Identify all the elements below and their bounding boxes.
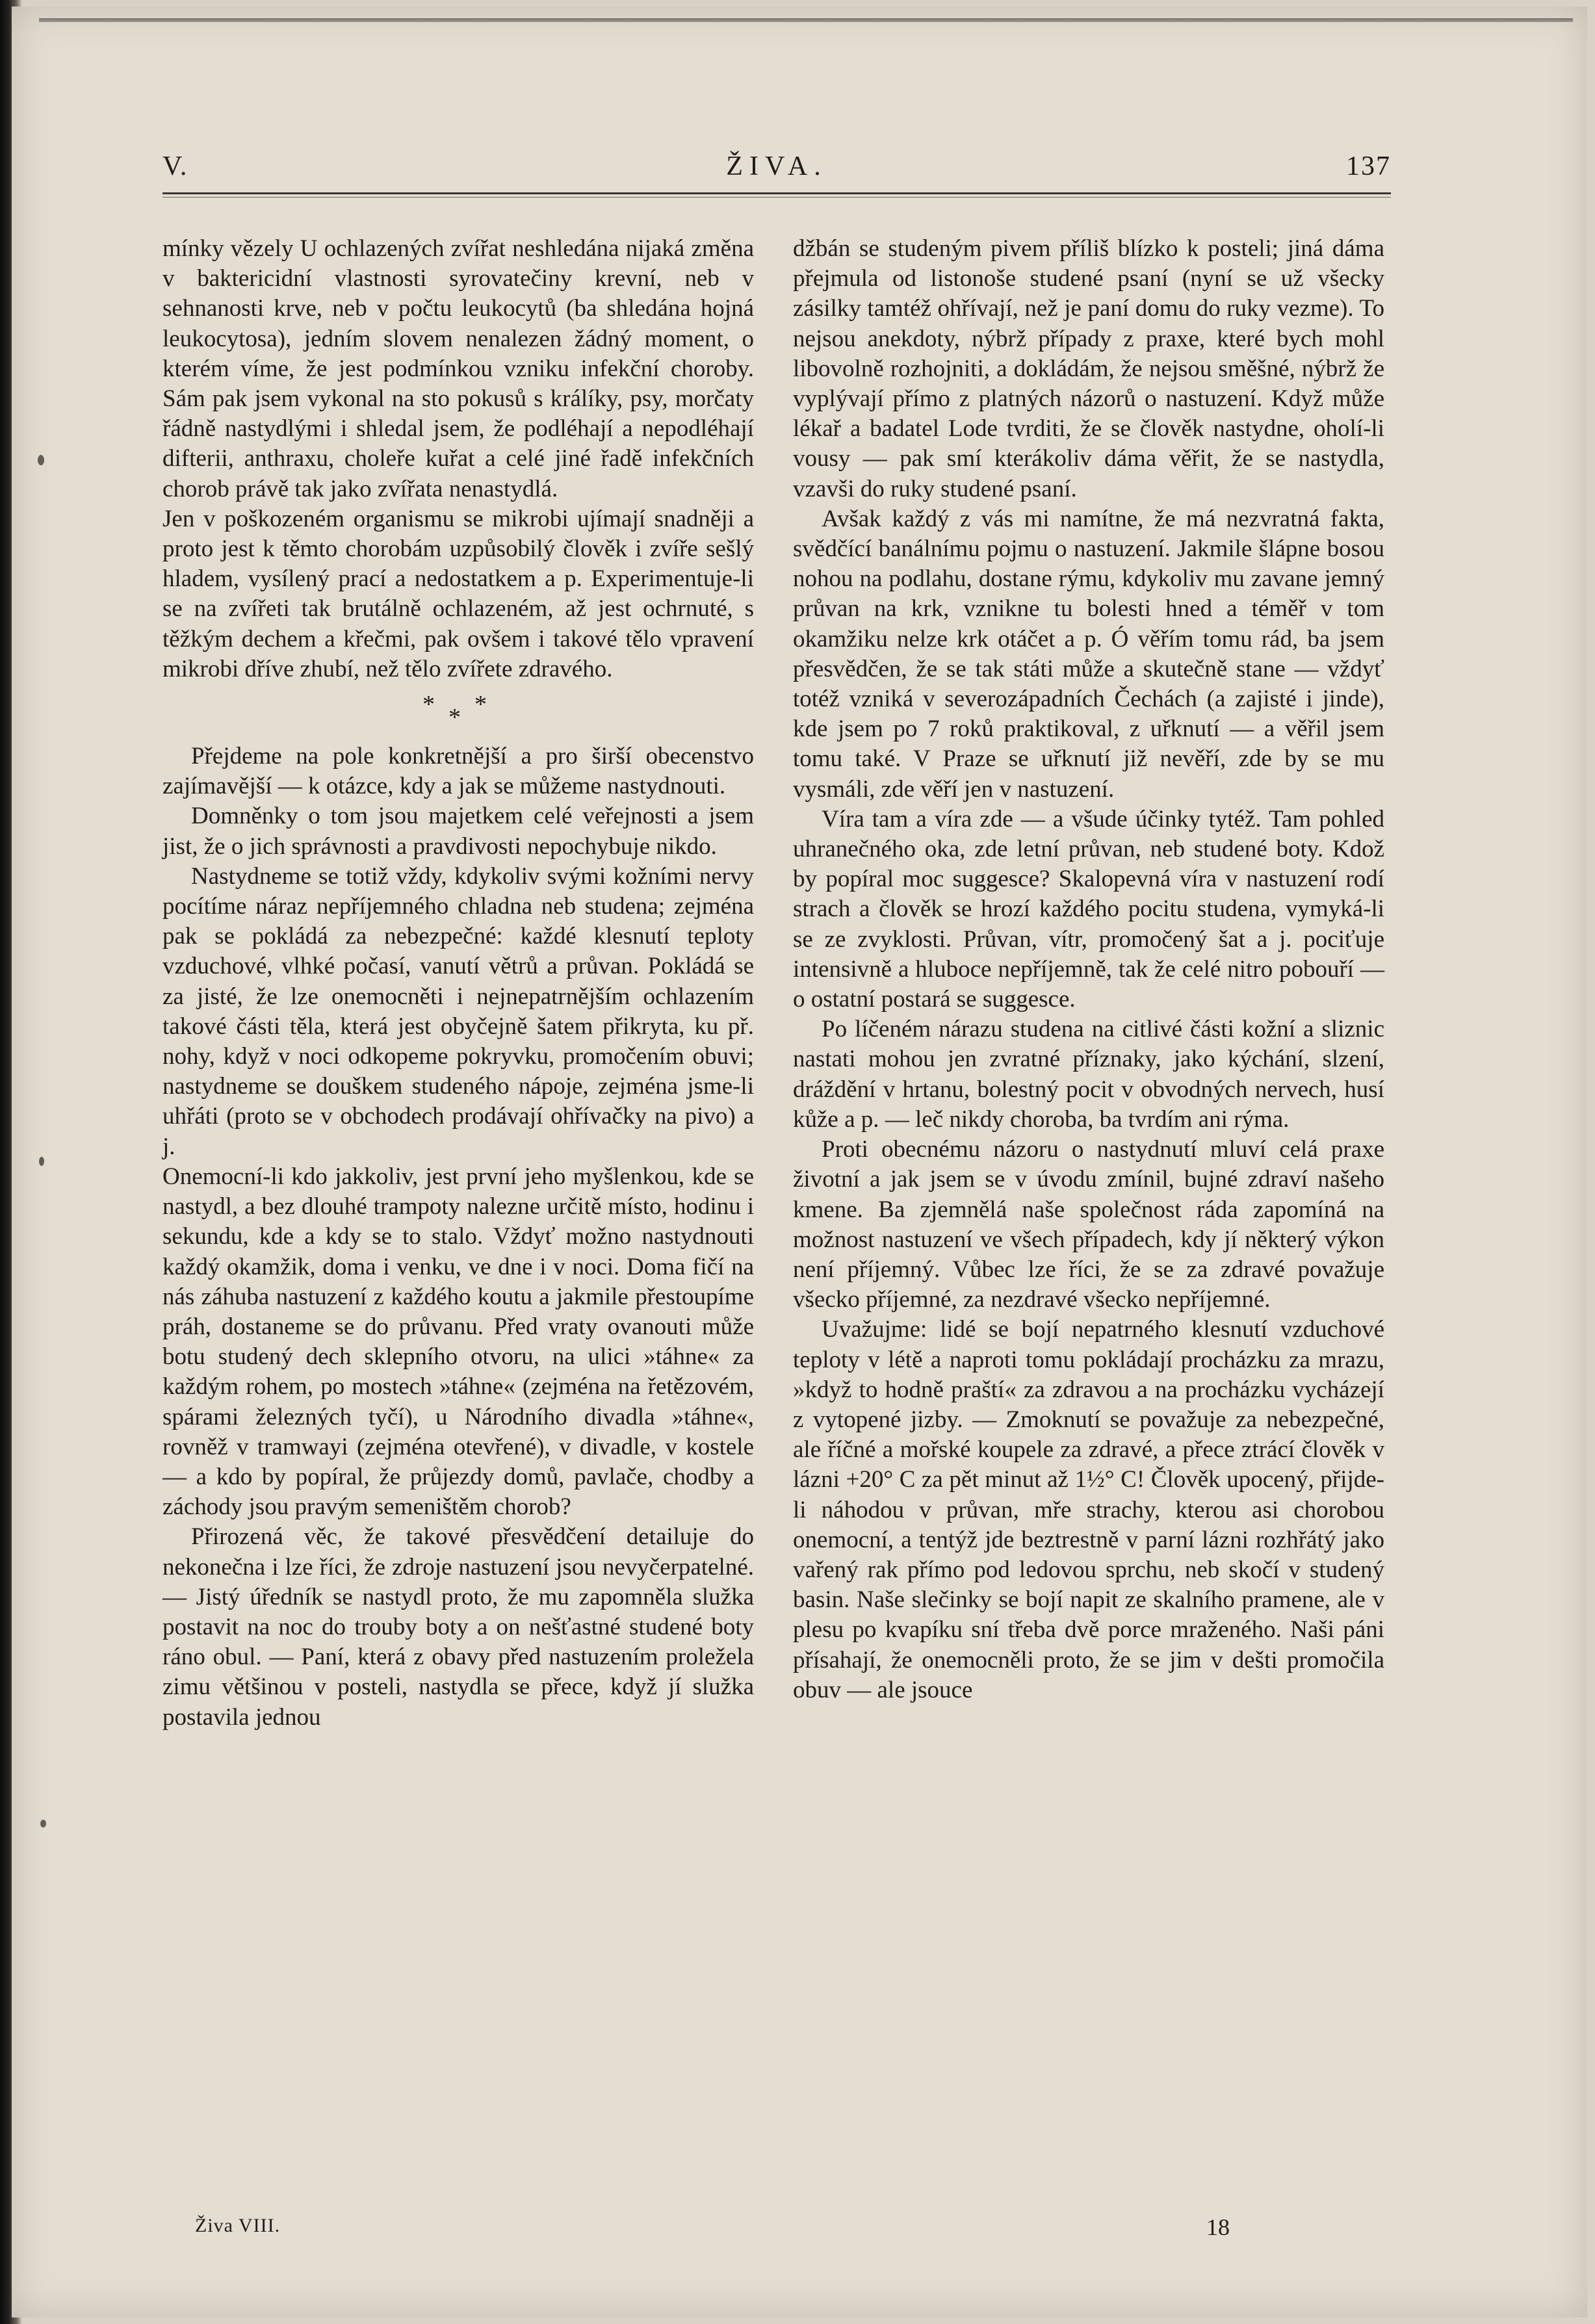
paragraph: Víra tam a víra zde — a všude účinky tytéž. Tam pohled uhranečného oka, zde letní průvan, neb studené boty. Kdož by popíral moc suggesce? Skalopevná víra v nastuzení rodí strach a člověk se hrozí každého pocitu studena, vymyká-li se ze zvyklosti. Průvan, vítr, promočený šat a j. pociťuje intensivně a hluboce nepříjemně, tak že celé nitro pobouří — o ostatní postará se suggesce. bbox=[793, 805, 1384, 1013]
header-rule-thin bbox=[162, 197, 1391, 198]
asterism-star: * bbox=[448, 704, 461, 732]
right-column bbox=[793, 234, 1384, 1705]
asterism-star: * bbox=[422, 691, 435, 719]
scan-speck bbox=[39, 1157, 44, 1166]
page-top-edge bbox=[39, 18, 1573, 22]
header-rule bbox=[162, 192, 1391, 194]
page-number: 137 bbox=[1346, 151, 1391, 181]
paragraph: Jen v poškozeném organismu se mikrobi ujímají snadněji a proto jest k těmto chorobám uzpůsobilý člověk i zvíře sešlý hladem, vysílený prací a nedostatkem a p. Experimentuje-li se na zvířeti tak brutálně ochlazeném, až jest ochrnuté, s těžkým dechem a křečmi, pak ovšem i takové tělo vpravení mikrobi dříve zhubí, než tělo zvířete zdravého. bbox=[162, 505, 754, 682]
left-column bbox=[162, 234, 754, 1733]
running-header bbox=[162, 151, 1391, 190]
paragraph: Po líčeném nárazu studena na citlivé části kožní a sliznic nastati mohou jen zvratné příznaky, jako kýchání, slzení, dráždění v hrtanu, bolestný pocit v obvodných nervech, husí kůže a p. — leč nikdy choroba, ba tvrdím ani rýma. bbox=[793, 1016, 1384, 1133]
section-asterism bbox=[162, 684, 754, 742]
paragraph: Uvažujme: lidé se bojí nepatrného klesnutí vzduchové teploty v létě a naproti tomu pokládají procházku za mrazu, »když to hodně praští« za zdravou a na procházku vycházejí z vytopené jizby. — Zmoknutí se považuje za nebezpečné, ale říčné a mořské koupele za zdravé, a přece ztrácí člověk v lázni +20° C za pět minut až 1½° C! Člověk upocený, přijde-li náhodou v průvan, mře strachy, kterou asi chorobou onemocní, a tentýž jde beztrestně v parní lázni rozhřátý jako vařený rak přímo pod ledovou sprchu, neb skočí v studený basin. Naše slečinky se bojí napit ze skalního pramene, ale v plesu po kvapíku sní třeba dvě porce mraženého. Naši páni přísahají, že onemocněli proto, že se jim v dešti promočila obuv — ale jsouce bbox=[793, 1316, 1384, 1703]
paragraph: Onemocní-li kdo jakkoliv, jest první jeho myšlenkou, kde se nastydl, a bez dlouhé trampoty nalezne určitě místo, hodinu i sekundu, kde a kdy se to stalo. Vždyť možno nastydnouti každý okamžik, doma i venku, ve dne i v noci. Doma fičí na nás záhuba nastuzení z každého koutu a jakmile přestoupíme práh, dostaneme se do průvanu. Před vraty ovanouti může botu studený dech sklepního otvoru, na ulici »táhne« za každým rohem, po mostech »táhne« (zejména na řetězovém, spárami železných tyčí), u Národního divadla »táhne«, rovněž v tramwayi (zejména otevřené), v divadle, v kostele — a kdo by popíral, že průjezdy domů, pavlače, chodby a záchody jsou pravým semeništěm chorob? bbox=[162, 1163, 754, 1521]
paragraph: džbán se studeným pivem příliš blízko k posteli; jiná dáma přejmula od listonoše studené psaní (nyní se už všecky zásilky tamtéž ohřívají, než je paní domu do ruky vezme). To nejsou anekdoty, nýbrž případy z praxe, které bych mohl libovolně rozhojniti, a dokládám, že nejsou směšné, nýbrž že vyplývají přímo z platných názorů o nastuzení. Když může lékař a badatel Lode tvrditi, že se člověk nastydne, oholí-li vousy — pak smí kterákoliv dáma věřit, že se nastydla, vzavši do ruky studené psaní. bbox=[793, 235, 1384, 502]
scan-speck bbox=[38, 455, 44, 465]
paragraph: Přirozená věc, že takové přesvědčení detailuje do nekonečna i lze říci, že zdroje nastuzení jsou nevyčerpatelné. — Jistý úředník se nastydl proto, že mu zapomněla služka postavit na noc do trouby boty a on nešťastné studené boty ráno obul. — Paní, která z obavy před nastuzením proležela zimu většinou v posteli, nastydla se přece, když jí služka postavila jednou bbox=[162, 1523, 754, 1731]
signature-number: 18 bbox=[1206, 2214, 1230, 2240]
paragraph: mínky vězely U ochlazených zvířat neshledána nijaká změna v baktericidní vlastnosti syrovatečiny krevní, neb v sehnanosti krve, neb v počtu leukocytů (ba shledána hojná leukocytosa), jedním slovem nenalezen žádný moment, o kterém víme, že jest podmínkou vzniku infekční choroby. Sám pak jsem vykonal na sto pokusů s králíky, psy, morčaty řádně nastydlými i shledal jsem, že podléhají a nepodléhají difterii, anthraxu, choleře kuřat a celé jiné řadě infekčních chorob právě tak jako zvířata nenastydlá. bbox=[162, 235, 754, 502]
paragraph: Avšak každý z vás mi namítne, že má nezvratná fakta, svědčící banálnímu pojmu o nastuzení. Jakmile šlápne bosou nohou na podlahu, dostane rýmu, kdykoliv mu zavane jemný průvan na krk, vznikne tu bolesti hned a téměř v tom okamžiku nelze krk otáčet a p. Ó věřím tomu rád, ba jsem přesvědčen, že se tak státi může a skutečně stane — vždyť totéž vzniká v severozápadních Čechách (a zajisté i jinde), kde jsem po 7 roků praktikoval, z uřknutí — a věřil jsem tomu také. V Praze se uřknutí již nevěří, zde by se mu vysmáli, zde věří jen v nastuzení. bbox=[793, 505, 1384, 803]
footer-signature: Živa VIII. bbox=[195, 2215, 281, 2236]
journal-title: ŽIVA. bbox=[726, 151, 827, 181]
asterism-star: * bbox=[474, 691, 487, 719]
paragraph: Domněnky o tom jsou majetkem celé veřejnosti a jsem jist, že o jich správnosti a pravdivosti nepochybuje nikdo. bbox=[162, 803, 754, 860]
paragraph: Nastydneme se totiž vždy, kdykoliv svými kožními nervy pocítíme náraz nepříjemného chladna neb studena; zejména pak se pokládá za nebezpečné: každé klesnutí teploty vzduchové, vlhké počasí, vanutí větrů a průvan. Pokládá se za jisté, že lze onemocněti i nejnepatrnějším ochlazením takové části těla, která jest obyčejně šatem přikryta, ku př. nohy, když v noci odkopeme pokryvku, promočením obuvi; nastydneme se douškem studeného nápoje, zejména jsme-li uhřáti (proto se v obchodech prodávají ohřívačky na pivo) a j. bbox=[162, 862, 754, 1160]
scan-speck bbox=[40, 1820, 46, 1827]
paragraph: Proti obecnému názoru o nastydnutí mluví celá praxe životní a jak jsem se v úvodu zmínil, bujné zdraví našeho kmene. Ba zjemnělá naše společnost ráda zapomíná na možnost nastuzení ve všech případech, kdy jí některý výkon není příjemný. Vůbec lze říci, že se za zdravé považuje všecko příjemné, za nezdravé všecko nepříjemné. bbox=[793, 1136, 1384, 1313]
volume-number: V. bbox=[162, 151, 188, 181]
paragraph: Přejdeme na pole konkretnější a pro širší obecenstvo zajímavější — k otázce, kdy a jak se můžeme nastydnouti. bbox=[162, 743, 754, 800]
